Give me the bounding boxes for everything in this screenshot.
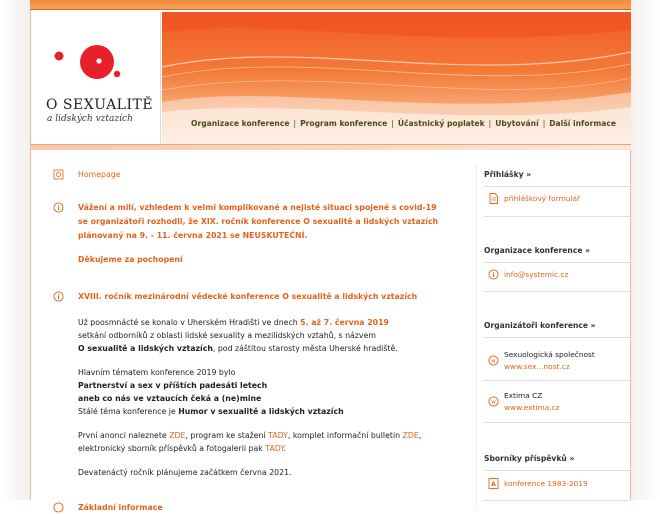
notice-line-2: se organizátoři rozhodli, že XIX. ročník konference O sexualitě a lidských vztazích — [78, 217, 439, 226]
sidebar-org-name: Extima CZ — [504, 391, 543, 400]
link-anonce[interactable]: ZDE — [169, 431, 186, 440]
sidebar-heading-organizatori[interactable]: Organizátoři konference » — [484, 321, 596, 330]
breadcrumb-homepage[interactable]: Homepage — [78, 170, 121, 179]
home-icon — [53, 169, 64, 180]
sidebar-heading-organizace[interactable]: Organizace konference » — [484, 246, 591, 255]
site-logo[interactable] — [31, 12, 161, 144]
nav-separator: | — [293, 118, 297, 128]
sidebar-org-link[interactable]: www.sex...nost.cz — [504, 362, 570, 371]
notice-line-3-text: plánovaný na 9. - 11. června 2021 se — [78, 231, 243, 240]
header-stripe — [31, 144, 631, 150]
article-theme-1: Partnerství a sex v příštích padesáti letech — [78, 381, 268, 390]
article-p3-line1 — [78, 429, 421, 442]
column-divider — [476, 165, 477, 510]
sidebar-divider — [484, 186, 630, 187]
link-sbornik[interactable]: TADY — [265, 444, 284, 453]
article-p3-line2 — [78, 442, 286, 455]
info-icon — [488, 269, 499, 280]
nav-ubytovani[interactable]: Ubytování — [495, 118, 539, 128]
article-p4: Devatenáctý ročník plánujeme začátkem června 2021. — [78, 468, 292, 477]
document-icon — [488, 193, 499, 204]
article-text: První anonci naleznete — [78, 431, 170, 440]
article-text: , program ke stažení — [185, 431, 269, 440]
nav-separator: | — [391, 118, 394, 128]
svg-text:A: A — [491, 481, 496, 488]
web-icon — [488, 396, 499, 407]
svg-text:w: w — [491, 358, 496, 365]
article-text: elektronický sborník příspěvků a fotogalerii pak — [78, 444, 266, 453]
sidebar-divider — [484, 380, 630, 381]
sidebar-link-form[interactable]: přihláškový formulář — [504, 194, 581, 203]
nav-organizace[interactable]: Organizace konference — [191, 118, 290, 128]
nav-separator: | — [542, 118, 546, 128]
nav-poplatek[interactable]: Účastnický poplatek — [397, 118, 485, 128]
logo-title: O SEXUALITĚ — [46, 97, 154, 113]
page-container — [30, 10, 631, 512]
pdf-icon — [488, 478, 499, 489]
sidebar-org-link[interactable]: www.extima.cz — [504, 403, 560, 412]
main-nav — [191, 116, 631, 130]
sidebar-divider — [484, 262, 630, 263]
article-permanent-theme: Humor v sexualitě a lidských vztazích — [178, 407, 344, 416]
nav-separator: | — [488, 118, 492, 128]
logo-circles-icon — [51, 44, 141, 94]
info-icon — [53, 291, 64, 302]
article-text: . — [283, 444, 287, 453]
link-program[interactable]: TADY — [268, 431, 288, 440]
article-p1-line3 — [78, 342, 398, 355]
article-dates: 5. až 7. června 2019 — [300, 318, 389, 327]
notice-cancelled: NEUSKUTEČNÍ. — [242, 231, 308, 240]
article-p2-line1: Hlavním tématem konference 2019 bylo — [78, 368, 236, 377]
sidebar-divider — [484, 422, 630, 423]
notice-line-3 — [78, 229, 307, 242]
svg-text:w: w — [491, 399, 496, 406]
article-text: , komplet informační bulletin — [287, 431, 403, 440]
info-icon — [53, 202, 64, 213]
article-text: , pod záštitou starosty města Uherské hradiště. — [212, 344, 398, 353]
sidebar-divider — [484, 291, 630, 292]
page-right-shade — [631, 0, 660, 500]
article-heading: XVIII. ročník mezinárodní vědecké konference O sexualitě a lidských vztazích — [78, 292, 418, 301]
article-theme-2: aneb co nás ve vztaucích čeká a (ne)mine — [78, 394, 262, 403]
sidebar-divider — [484, 216, 630, 217]
notice-thanks: Děkujeme za pochopení — [78, 255, 183, 264]
article-p1-line1 — [78, 316, 389, 329]
article-p1-line2: setkání odborníků z oblasti lidské sexuality a mezilidských vztahů, s názvem — [78, 331, 376, 340]
sidebar-divider — [484, 337, 630, 338]
article-text: , — [418, 431, 422, 440]
article-conference-title: O sexualitě a lidských vztazích — [78, 344, 213, 353]
sidebar-link-proceedings[interactable]: konference 1983-2019 — [504, 479, 588, 488]
basic-info-heading: Základní informace — [78, 503, 163, 512]
top-bar — [30, 0, 631, 10]
web-icon — [488, 355, 499, 366]
nav-program[interactable]: Program konference — [300, 118, 388, 128]
article-text: Už poosmnácté se konalo v Uherském Hradišti ve dnech — [78, 318, 301, 327]
nav-dalsi[interactable]: Další informace — [549, 118, 617, 128]
sidebar-divider — [484, 470, 630, 471]
article-text: Stálé téma konference je — [78, 407, 179, 416]
article-p2-line4 — [78, 405, 344, 418]
sidebar-org-name: Sexuologická společnost — [504, 350, 595, 359]
page-left-shade — [0, 0, 30, 500]
info-icon — [53, 502, 64, 513]
sidebar-heading-prihlasky[interactable]: Přihlášky » — [484, 170, 532, 179]
sidebar-link-email[interactable]: info@systemic.cz — [504, 270, 569, 279]
sidebar-divider — [484, 500, 630, 501]
sidebar-heading-sborniky[interactable]: Sborníky příspěvků » — [484, 454, 575, 463]
logo-subtitle: a lidských vztazích — [47, 114, 133, 124]
link-bulletin[interactable]: ZDE — [402, 431, 419, 440]
notice-line-1: Vážení a milí, vzhledem k velmi komplikované a nejisté situaci spojené s covid-19 — [78, 203, 437, 212]
